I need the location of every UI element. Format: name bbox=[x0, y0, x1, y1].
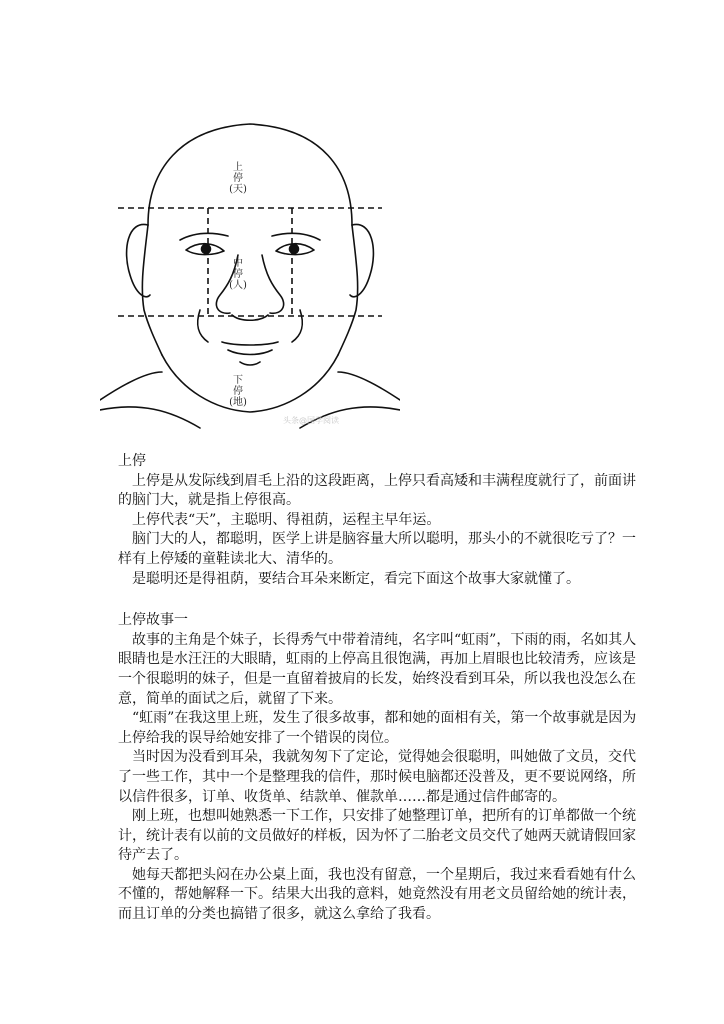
paragraph: 是聪明还是得祖荫，要结合耳朵来断定，看完下面这个故事大家就懂了。 bbox=[132, 570, 580, 587]
paragraph: 上停是从发际线到眉毛上沿的这段距离，上停只看高矮和丰满程度就行了，前面讲的脑门大，就是指上停很高。 bbox=[118, 472, 636, 509]
label-lower-char2: 停 bbox=[233, 386, 243, 397]
label-upper-char3: (天) bbox=[229, 184, 247, 195]
paragraph-gap bbox=[118, 589, 638, 611]
label-middle-char3: (人) bbox=[229, 280, 247, 291]
section-heading: 上停故事一 bbox=[118, 612, 188, 629]
label-upper-char1: 上 bbox=[233, 162, 243, 173]
paragraph: “虹雨”在我这里上班，发生了很多故事，都和她的面相有关，第一个故事就是因为上停给我的误导给她安排了一个错误的岗位。 bbox=[118, 710, 637, 746]
paragraph: 脑门大的人，都聪明，医学上讲是脑容量大所以聪明，那头小的不就很吃亏了？一样有上停矮的童鞋读北大、清华的。 bbox=[118, 531, 636, 567]
label-lower-court bbox=[228, 375, 248, 408]
label-lower-char1: 下 bbox=[233, 375, 243, 386]
watermark: 头条@国学阅读 bbox=[283, 416, 339, 425]
section-heading: 上停 bbox=[118, 453, 146, 469]
label-lower-char3: (地) bbox=[229, 397, 247, 408]
label-middle-char2: 停 bbox=[233, 269, 243, 280]
label-upper-char2: 停 bbox=[233, 173, 243, 184]
paragraph: 故事的主角是个妹子，长得秀气中带着清纯，名字叫“虹雨”，下雨的雨，名如其人眼睛也是水汪汪的大眼睛，虹雨的上停高且很饱满，再加上眉眼也比较清秀，应该是一个很聪明的妹子，但是一直留着披肩的长发，始终没看到耳朵，所以我也没怎么在意，简单的面试之后，就留了下来。 bbox=[118, 631, 637, 707]
paragraph: 刚上班，也想叫她熟悉一下工作，只安排了她整理订单，把所有的订单都做一个统计，统计表有以前的文员做好的样板，因为怀了二胎老文员交代了她两天就请假回家待产去了。 bbox=[118, 808, 636, 864]
face-drawing bbox=[100, 110, 400, 430]
paragraph: 当时因为没看到耳朵，我就匆匆下了定论，觉得她会很聪明，叫她做了文员，交代了一些工作，其中一个是整理我的信件，那时候电脑都还没普及，更不要说网络，所以信件很多，订单、收货单、结款单、催款单……都是通过信件邮寄的。 bbox=[118, 749, 636, 805]
face-illustration bbox=[100, 110, 400, 430]
label-upper-court bbox=[228, 162, 248, 195]
article-body bbox=[118, 452, 638, 925]
paragraph: 她每天都把头闷在办公桌上面，我也没有留意，一个星期后，我过来看看她有什么不懂的，帮她解释一下。结果大出我的意料，她竟然没有用老文员留给她的统计表，而且订单的分类也搞错了很多，就这么拿给了我看。 bbox=[118, 866, 636, 923]
label-middle-char1: 中 bbox=[233, 258, 243, 269]
label-middle-court bbox=[228, 258, 248, 291]
paragraph: 上停代表“天”，主聪明、得祖荫，运程主早年运。 bbox=[132, 511, 441, 528]
